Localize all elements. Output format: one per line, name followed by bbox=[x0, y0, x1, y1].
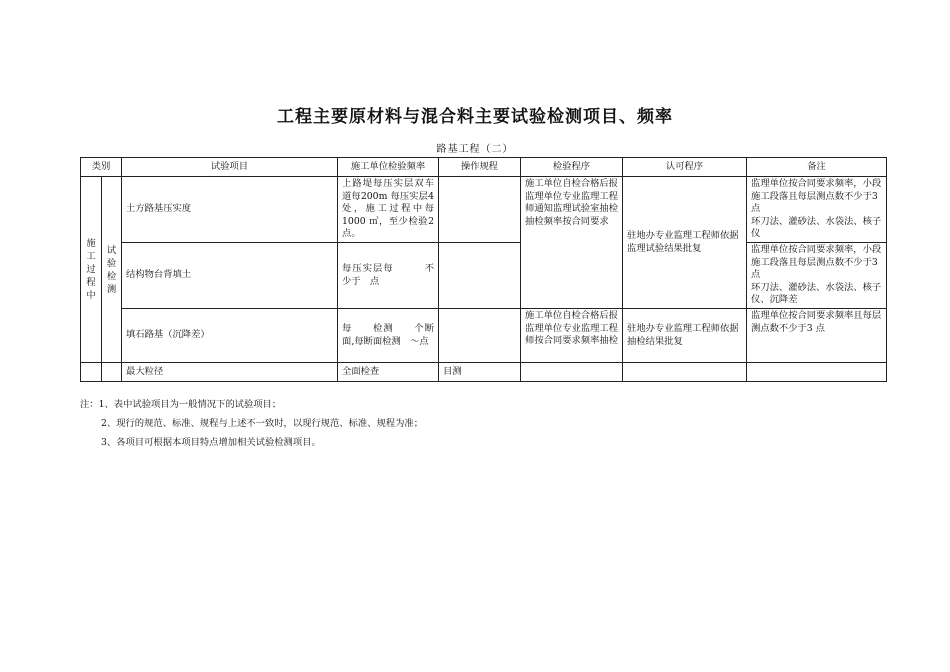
table-header-row bbox=[81, 158, 887, 177]
cell-procedure bbox=[439, 177, 521, 243]
cell-remarks bbox=[747, 363, 887, 382]
page-subtitle: 路基工程（二） bbox=[436, 144, 514, 155]
cell-item: 最大粒径 bbox=[122, 363, 338, 382]
cell-frequency: 每 检测 个断面,每断面检测 ～点 bbox=[338, 309, 439, 363]
cell-item: 结构物台背填土 bbox=[122, 243, 338, 309]
page-title: 工程主要原材料与混合料主要试验检测项目、频率 bbox=[277, 107, 673, 127]
cell-blank bbox=[81, 363, 102, 382]
cell-approval-procedure: 驻地办专业监理工程师依据监理试验结果批复 bbox=[623, 177, 747, 309]
cell-item: 土方路基压实度 bbox=[122, 177, 338, 243]
cell-check-procedure bbox=[521, 363, 623, 382]
cell-approval-procedure: 驻地办专业监理工程师依据抽检结果批复 bbox=[623, 309, 747, 363]
cell-blank bbox=[102, 363, 122, 382]
cell-procedure: 目测 bbox=[439, 363, 521, 382]
cell-remarks: 监理单位按合同要求频率，小段施工段落且每层测点数不少于3 点 环刀法、灌砂法、水袋法、核子仪、沉降差 bbox=[747, 243, 887, 309]
header-remarks: 备注 bbox=[747, 158, 887, 177]
cell-procedure bbox=[439, 243, 521, 309]
category-outer: 施 工 过 程 中 bbox=[81, 177, 102, 363]
header-approval-procedure: 认可程序 bbox=[623, 158, 747, 177]
table-row bbox=[81, 243, 887, 309]
header-check-procedure: 检验程序 bbox=[521, 158, 623, 177]
cell-frequency: 全面检查 bbox=[338, 363, 439, 382]
test-frequency-table bbox=[80, 157, 887, 382]
cell-check-procedure: 施工单位自检合格后报监理单位专业监理工程师通知监理试验室抽检抽检频率按合同要求 bbox=[521, 177, 623, 309]
footnote: 3、各项目可根据本项目特点增加相关试验检测项目。 bbox=[101, 437, 321, 448]
cell-procedure bbox=[439, 309, 521, 363]
header-test-item: 试验项目 bbox=[122, 158, 338, 177]
cell-frequency: 上路堤每压实层双车道每200m 每压实层4 处，施工过程中每 1000 ㎡，至少检验2 点。 bbox=[338, 177, 439, 243]
footnote: 2、现行的规范、标准、规程与上述不一致时，以现行规范、标准、规程为准； bbox=[101, 418, 424, 429]
table-row bbox=[81, 363, 887, 382]
cell-frequency: 每压实层每 不少于 点 bbox=[338, 243, 439, 309]
table-row bbox=[81, 177, 887, 243]
cell-remarks: 监理单位按合同要求频率且每层测点数不少于3 点 bbox=[747, 309, 887, 363]
footnotes bbox=[80, 395, 423, 452]
header-procedure: 操作规程 bbox=[439, 158, 521, 177]
cell-item: 填石路基（沉降差） bbox=[122, 309, 338, 363]
cell-check-procedure: 施工单位自检合格后报监理单位专业监理工程师按合同要求频率抽检 bbox=[521, 309, 623, 363]
cell-approval-procedure bbox=[623, 363, 747, 382]
category-inner: 试 验 检 测 bbox=[102, 177, 122, 363]
footnote: 注：1、表中试验项目为一般情况下的试验项目； bbox=[80, 399, 282, 410]
cell-remarks: 监理单位按合同要求频率，小段施工段落且每层测点数不少于3 点 环刀法、灌砂法、水袋法、核子仪 bbox=[747, 177, 887, 243]
table-row bbox=[81, 309, 887, 363]
header-frequency: 施工单位检验频率 bbox=[338, 158, 439, 177]
header-category: 类别 bbox=[81, 158, 122, 177]
